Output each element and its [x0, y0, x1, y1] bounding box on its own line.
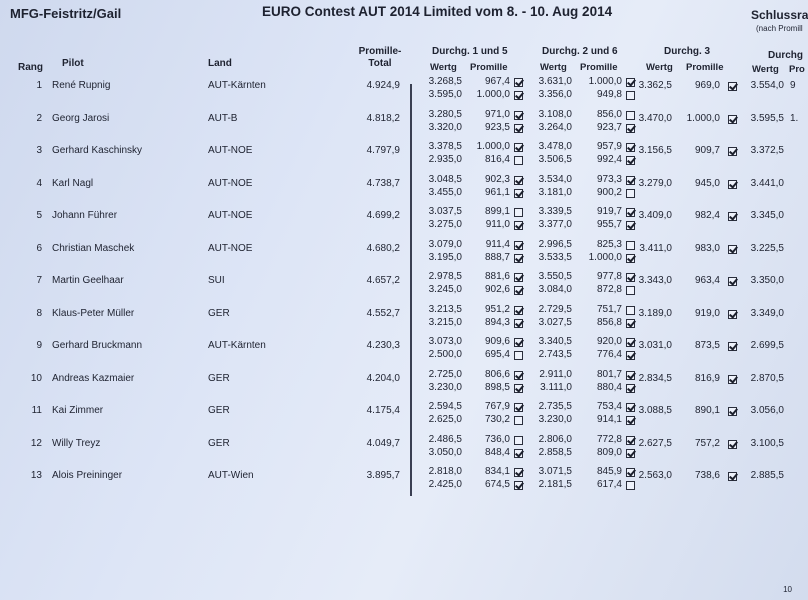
pilot-name: Martin Geelhaar: [52, 275, 124, 286]
col-b-promille: Promille: [580, 62, 618, 73]
round-4-wertung: 3.345,0: [750, 210, 784, 221]
round-1-5-wertung: 3.275,0: [428, 219, 462, 230]
round-2-6-promille: 801,7: [596, 368, 622, 380]
col-b-wertg: Wertg: [540, 62, 567, 73]
country-cell: SUI: [208, 275, 225, 286]
round-2-6-wertung: 3.084,0: [538, 284, 572, 295]
round-4-wertung: 3.554,0: [750, 80, 784, 91]
round-1-5-wertung: 3.079,0: [428, 238, 462, 250]
col-d-promille: Pro: [789, 64, 805, 75]
round-2-6-wertung: 3.108,0: [538, 108, 572, 120]
col-land: Land: [208, 58, 232, 69]
round-2-6-checkbox[interactable]: [626, 91, 635, 100]
round-1-5-promille: 1.000,0: [476, 141, 510, 152]
col-promille-total-2: Total: [368, 58, 392, 69]
rank-cell: 9: [36, 340, 42, 351]
round-1-5-promille: 674,5: [484, 479, 510, 490]
round-2-6-promille: 880,4: [596, 381, 622, 393]
col-round-3: Durchg. 3: [664, 46, 711, 57]
round-1-5-wertung: 2.725,0: [428, 368, 462, 380]
round-1-5-promille: 971,0: [484, 108, 510, 120]
col-round-2-6: Durchg. 2 und 6: [542, 46, 618, 57]
round-2-6-promille: 955,7: [596, 219, 622, 230]
round-2-6-promille: 856,0: [596, 108, 622, 120]
round-1-5-wertung: 3.048,5: [428, 173, 462, 185]
country-cell: AUT-B: [208, 112, 238, 124]
round-1-5-wertung: 3.455,0: [428, 186, 462, 198]
promille-total: 4.204,0: [366, 372, 400, 384]
rank-cell: 10: [30, 372, 42, 384]
round-1-5-promille: 736,0: [484, 433, 510, 445]
round-2-6-checkbox[interactable]: [626, 124, 635, 133]
round-3-checkbox[interactable]: [728, 310, 737, 319]
round-4-wertung: 3.056,0: [750, 405, 784, 416]
round-4-wertung: 3.595,5: [750, 112, 784, 124]
round-2-6-wertung: 2.735,5: [538, 401, 572, 412]
round-1-5-checkbox[interactable]: [514, 468, 523, 477]
side-subtitle: (nach Promill: [756, 24, 803, 33]
rank-cell: 2: [36, 112, 42, 124]
round-2-6-promille: 825,3: [596, 238, 622, 250]
promille-total: 4.657,2: [366, 275, 400, 286]
round-2-6-wertung: 3.478,0: [538, 141, 572, 152]
round-1-5-checkbox[interactable]: [514, 208, 523, 217]
round-2-6-promille: 617,4: [596, 479, 622, 490]
pilot-name: Klaus-Peter Müller: [52, 307, 135, 319]
round-1-5-wertung: 3.268,5: [428, 76, 462, 87]
round-2-6-checkbox[interactable]: [626, 449, 635, 458]
round-3-wertung: 3.156,5: [638, 145, 672, 156]
round-2-6-promille: 1.000,0: [588, 251, 622, 263]
round-3-checkbox[interactable]: [728, 82, 737, 91]
col-pilot: Pilot: [62, 58, 84, 69]
round-3-promille: 945,0: [694, 177, 720, 189]
round-1-5-checkbox[interactable]: [514, 338, 523, 347]
round-1-5-wertung: 3.050,0: [428, 446, 462, 458]
round-1-5-promille: 911,0: [485, 219, 510, 230]
round-2-6-promille: 919,7: [596, 206, 622, 217]
round-2-6-wertung: 3.550,5: [538, 271, 572, 282]
round-1-5-checkbox[interactable]: [514, 176, 523, 185]
round-1-5-wertung: 3.215,0: [428, 316, 462, 328]
round-3-wertung: 3.088,5: [638, 405, 672, 416]
side-title: Schlussra: [751, 8, 808, 22]
round-1-5-promille: 806,6: [484, 368, 510, 380]
round-4-wertung: 3.349,0: [750, 307, 784, 319]
round-1-5-checkbox[interactable]: [514, 189, 523, 198]
country-cell: AUT-NOE: [208, 210, 253, 221]
round-1-5-wertung: 3.280,5: [428, 108, 462, 120]
round-3-wertung: 3.409,0: [638, 210, 672, 221]
round-1-5-promille: 967,4: [484, 76, 510, 87]
round-1-5-checkbox[interactable]: [514, 286, 523, 295]
pilot-name: Alois Preininger: [52, 470, 123, 481]
pilot-name: Christian Maschek: [52, 242, 135, 254]
round-3-promille: 919,0: [694, 307, 720, 319]
round-3-checkbox[interactable]: [728, 147, 737, 156]
rank-cell: 1: [36, 80, 42, 91]
round-2-6-wertung: 2.806,0: [538, 433, 572, 445]
round-2-6-wertung: 3.631,0: [538, 76, 572, 87]
round-2-6-wertung: 3.339,5: [538, 206, 572, 217]
round-1-5-checkbox[interactable]: [514, 78, 523, 87]
round-2-6-promille: 957,9: [596, 141, 622, 152]
round-3-promille: 909,7: [694, 145, 720, 156]
round-2-6-wertung: 3.506,5: [538, 154, 572, 165]
round-2-6-wertung: 2.181,5: [538, 479, 572, 490]
promille-total: 4.699,2: [366, 210, 400, 221]
round-4-wertung: 2.885,5: [750, 470, 784, 481]
pilot-name: Willy Treyz: [52, 437, 101, 449]
round-3-promille: 963,4: [694, 275, 720, 286]
round-2-6-promille: 923,7: [596, 121, 622, 133]
col-a-wertg: Wertg: [430, 62, 457, 73]
rank-cell: 11: [31, 405, 42, 416]
organizer-label: MFG-Feistritz/Gail: [10, 6, 122, 21]
round-2-6-wertung: 2.996,5: [538, 238, 572, 250]
round-1-5-checkbox[interactable]: [514, 319, 523, 328]
round-4-wertung: 3.372,5: [750, 145, 784, 156]
round-1-5-promille: 730,2: [484, 414, 510, 425]
round-2-6-promille: 973,3: [596, 173, 622, 185]
round-2-6-wertung: 3.111,0: [540, 381, 572, 393]
round-3-wertung: 3.279,0: [638, 177, 672, 189]
round-2-6-checkbox[interactable]: [626, 481, 635, 490]
round-1-5-wertung: 2.425,0: [428, 479, 462, 490]
col-promille-total-1: Promille-: [358, 46, 402, 57]
round-1-5-wertung: 3.230,0: [428, 381, 462, 393]
promille-total: 4.175,4: [366, 405, 400, 416]
col-c-promille: Promille: [686, 62, 724, 73]
country-cell: AUT-NOE: [208, 177, 253, 189]
round-3-promille: 890,1: [694, 405, 720, 416]
round-2-6-checkbox[interactable]: [626, 286, 635, 295]
col-round-4: Durchg: [768, 50, 803, 61]
round-2-6-checkbox[interactable]: [626, 189, 635, 198]
round-3-promille: 873,5: [694, 340, 720, 351]
round-2-6-checkbox[interactable]: [626, 416, 635, 425]
round-2-6-promille: 856,8: [596, 316, 622, 328]
pilot-name: Gerhard Bruckmann: [52, 340, 143, 351]
round-1-5-promille: 951,2: [484, 303, 510, 315]
col-rang: Rang: [18, 62, 43, 73]
round-3-wertung: 2.627,5: [638, 437, 672, 449]
round-1-5-promille: 961,1: [484, 186, 510, 198]
round-3-wertung: 3.031,0: [638, 340, 672, 351]
round-1-5-checkbox[interactable]: [514, 143, 523, 152]
round-1-5-checkbox[interactable]: [514, 241, 523, 250]
round-1-5-checkbox[interactable]: [514, 449, 523, 458]
promille-total: 4.680,2: [366, 242, 400, 254]
round-2-6-promille: 845,9: [596, 466, 622, 477]
round-3-checkbox[interactable]: [728, 277, 737, 286]
country-cell: GER: [208, 405, 230, 416]
round-1-5-checkbox[interactable]: [514, 436, 523, 445]
country-cell: AUT-NOE: [208, 145, 253, 156]
col-d-wertg: Wertg: [752, 64, 779, 75]
round-1-5-promille: 848,4: [484, 446, 510, 458]
round-1-5-wertung: 3.378,5: [428, 141, 462, 152]
round-2-6-promille: 751,7: [596, 303, 622, 315]
country-cell: AUT-Wien: [208, 470, 254, 481]
round-1-5-checkbox[interactable]: [514, 221, 523, 230]
round-2-6-promille: 1.000,0: [588, 76, 622, 87]
round-2-6-promille: 914,1: [596, 414, 622, 425]
promille-total: 4.552,7: [366, 307, 400, 319]
round-1-5-promille: 881,6: [484, 271, 510, 282]
round-2-6-promille: 809,0: [596, 446, 622, 458]
pilot-name: Kai Zimmer: [52, 405, 104, 416]
pilot-name: René Rupnig: [52, 80, 111, 91]
rank-cell: 4: [36, 177, 42, 189]
round-1-5-wertung: 2.935,0: [428, 154, 462, 165]
round-1-5-checkbox[interactable]: [514, 371, 523, 380]
promille-total: 4.797,9: [366, 145, 400, 156]
round-1-5-promille: 767,9: [484, 401, 510, 412]
round-1-5-promille: 911,4: [485, 238, 510, 250]
pilot-name: Karl Nagl: [52, 177, 94, 189]
round-2-6-checkbox[interactable]: [626, 319, 635, 328]
pilot-name: Georg Jarosi: [52, 112, 110, 124]
round-3-checkbox[interactable]: [728, 180, 737, 189]
pilot-name: Johann Führer: [52, 210, 118, 221]
country-cell: AUT-NOE: [208, 242, 253, 254]
round-3-promille: 816,9: [694, 372, 720, 384]
round-1-5-checkbox[interactable]: [514, 481, 523, 490]
country-cell: GER: [208, 437, 230, 449]
round-1-5-promille: 898,5: [484, 381, 510, 393]
round-2-6-checkbox[interactable]: [626, 221, 635, 230]
round-4-promille: 1.: [790, 112, 799, 124]
round-4-wertung: 3.100,5: [750, 437, 784, 449]
round-2-6-checkbox[interactable]: [626, 156, 635, 165]
round-1-5-checkbox[interactable]: [514, 156, 523, 165]
round-3-wertung: 3.411,0: [639, 242, 672, 254]
round-1-5-checkbox[interactable]: [514, 111, 523, 120]
round-2-6-wertung: 2.911,0: [539, 368, 572, 380]
rank-cell: 12: [30, 437, 42, 449]
round-1-5-wertung: 2.486,5: [428, 433, 462, 445]
round-1-5-wertung: 3.195,0: [428, 251, 462, 263]
round-3-wertung: 3.470,0: [638, 112, 672, 124]
round-2-6-wertung: 3.230,0: [538, 414, 572, 425]
round-3-checkbox[interactable]: [728, 375, 737, 384]
round-3-promille: 969,0: [694, 80, 720, 91]
round-4-wertung: 2.699,5: [750, 340, 784, 351]
round-1-5-wertung: 3.320,0: [428, 121, 462, 133]
round-2-6-wertung: 2.743,5: [538, 349, 572, 360]
promille-total: 4.230,3: [366, 340, 400, 351]
rank-cell: 5: [36, 210, 42, 221]
round-2-6-wertung: 3.377,0: [538, 219, 572, 230]
round-1-5-checkbox[interactable]: [514, 273, 523, 282]
rank-cell: 3: [36, 145, 42, 156]
round-3-wertung: 2.834,5: [638, 372, 672, 384]
round-4-wertung: 2.870,5: [750, 372, 784, 384]
round-2-6-promille: 772,8: [596, 433, 622, 445]
promille-total: 4.924,9: [366, 80, 400, 91]
round-3-checkbox[interactable]: [728, 115, 737, 124]
round-2-6-promille: 872,8: [596, 284, 622, 295]
round-1-5-checkbox[interactable]: [514, 351, 523, 360]
round-1-5-wertung: 2.978,5: [428, 271, 462, 282]
column-divider: [410, 84, 412, 496]
round-2-6-promille: 949,8: [596, 89, 622, 100]
round-1-5-promille: 888,7: [484, 251, 510, 263]
round-2-6-wertung: 2.858,5: [538, 446, 572, 458]
round-4-wertung: 3.225,5: [750, 242, 784, 254]
col-a-promille: Promille: [470, 62, 508, 73]
rank-cell: 8: [36, 307, 42, 319]
round-1-5-wertung: 2.625,0: [428, 414, 462, 425]
round-3-promille: 982,4: [694, 210, 720, 221]
round-2-6-promille: 776,4: [596, 349, 622, 360]
round-1-5-checkbox[interactable]: [514, 384, 523, 393]
round-2-6-wertung: 3.533,5: [538, 251, 572, 263]
country-cell: GER: [208, 372, 230, 384]
round-1-5-wertung: 2.500,0: [428, 349, 462, 360]
round-1-5-promille: 923,5: [484, 121, 510, 133]
round-1-5-wertung: 3.037,5: [428, 206, 462, 217]
round-3-promille: 738,6: [694, 470, 720, 481]
round-1-5-wertung: 2.818,0: [428, 466, 462, 477]
round-2-6-wertung: 3.071,5: [538, 466, 572, 477]
country-cell: GER: [208, 307, 230, 319]
round-1-5-wertung: 3.595,0: [428, 89, 462, 100]
round-2-6-wertung: 2.729,5: [538, 303, 572, 315]
round-3-wertung: 2.563,0: [638, 470, 672, 481]
round-2-6-wertung: 3.264,0: [538, 121, 572, 133]
round-1-5-promille: 834,1: [484, 466, 510, 477]
round-1-5-promille: 902,3: [484, 173, 510, 185]
round-1-5-promille: 902,6: [484, 284, 510, 295]
round-3-checkbox[interactable]: [728, 472, 737, 481]
round-3-wertung: 3.189,0: [638, 307, 672, 319]
round-3-checkbox[interactable]: [728, 440, 737, 449]
promille-total: 4.818,2: [366, 112, 400, 124]
round-1-5-promille: 894,3: [484, 316, 510, 328]
promille-total: 3.895,7: [366, 470, 400, 481]
round-3-promille: 757,2: [694, 437, 720, 449]
round-1-5-promille: 695,4: [484, 349, 510, 360]
round-2-6-promille: 900,2: [596, 186, 622, 198]
round-1-5-checkbox[interactable]: [514, 254, 523, 263]
page-number: 10: [783, 585, 792, 594]
round-2-6-checkbox[interactable]: [626, 384, 635, 393]
promille-total: 4.738,7: [366, 177, 400, 189]
round-1-5-wertung: 3.245,0: [428, 284, 462, 295]
promille-total: 4.049,7: [366, 437, 400, 449]
round-3-promille: 1.000,0: [686, 112, 720, 124]
round-2-6-wertung: 3.534,0: [538, 173, 572, 185]
round-4-wertung: 3.350,0: [750, 275, 784, 286]
round-3-promille: 983,0: [694, 242, 720, 254]
pilot-name: Gerhard Kaschinsky: [52, 145, 143, 156]
pilot-name: Andreas Kazmaier: [52, 372, 135, 384]
round-1-5-checkbox[interactable]: [514, 91, 523, 100]
col-c-wertg: Wertg: [646, 62, 673, 73]
round-2-6-promille: 992,4: [596, 154, 622, 165]
round-4-wertung: 3.441,0: [750, 177, 784, 189]
round-2-6-wertung: 3.340,5: [538, 336, 572, 347]
round-2-6-promille: 977,8: [596, 271, 622, 282]
round-3-wertung: 3.343,0: [638, 275, 672, 286]
round-1-5-wertung: 3.073,0: [428, 336, 462, 347]
round-3-checkbox[interactable]: [728, 342, 737, 351]
round-3-checkbox[interactable]: [728, 245, 737, 254]
round-3-checkbox[interactable]: [728, 407, 737, 416]
round-2-6-wertung: 3.181,0: [538, 186, 572, 198]
page-title: EURO Contest AUT 2014 Limited vom 8. - 10. Aug 2014: [262, 4, 613, 19]
round-1-5-promille: 899,1: [484, 206, 510, 217]
round-3-checkbox[interactable]: [728, 212, 737, 221]
rank-cell: 7: [36, 275, 42, 286]
round-2-6-wertung: 3.356,0: [538, 89, 572, 100]
country-cell: AUT-Kärnten: [208, 80, 266, 91]
round-1-5-wertung: 2.594,5: [428, 401, 462, 412]
round-1-5-promille: 909,6: [484, 336, 510, 347]
rank-cell: 13: [30, 470, 42, 481]
round-2-6-wertung: 3.027,5: [538, 316, 572, 328]
round-1-5-checkbox[interactable]: [514, 403, 523, 412]
round-2-6-promille: 920,0: [596, 336, 622, 347]
round-4-promille: 9: [790, 80, 796, 91]
round-2-6-promille: 753,4: [596, 401, 622, 412]
round-1-5-checkbox[interactable]: [514, 416, 523, 425]
round-1-5-checkbox[interactable]: [514, 124, 523, 133]
rank-cell: 6: [36, 242, 42, 254]
round-1-5-wertung: 3.213,5: [428, 303, 462, 315]
col-round-1-5: Durchg. 1 und 5: [432, 46, 508, 57]
round-2-6-checkbox[interactable]: [626, 254, 635, 263]
round-1-5-promille: 816,4: [484, 154, 510, 165]
country-cell: AUT-Kärnten: [208, 340, 266, 351]
round-1-5-checkbox[interactable]: [514, 306, 523, 315]
round-2-6-checkbox[interactable]: [626, 351, 635, 360]
round-1-5-promille: 1.000,0: [476, 89, 510, 100]
round-3-wertung: 3.362,5: [638, 80, 672, 91]
